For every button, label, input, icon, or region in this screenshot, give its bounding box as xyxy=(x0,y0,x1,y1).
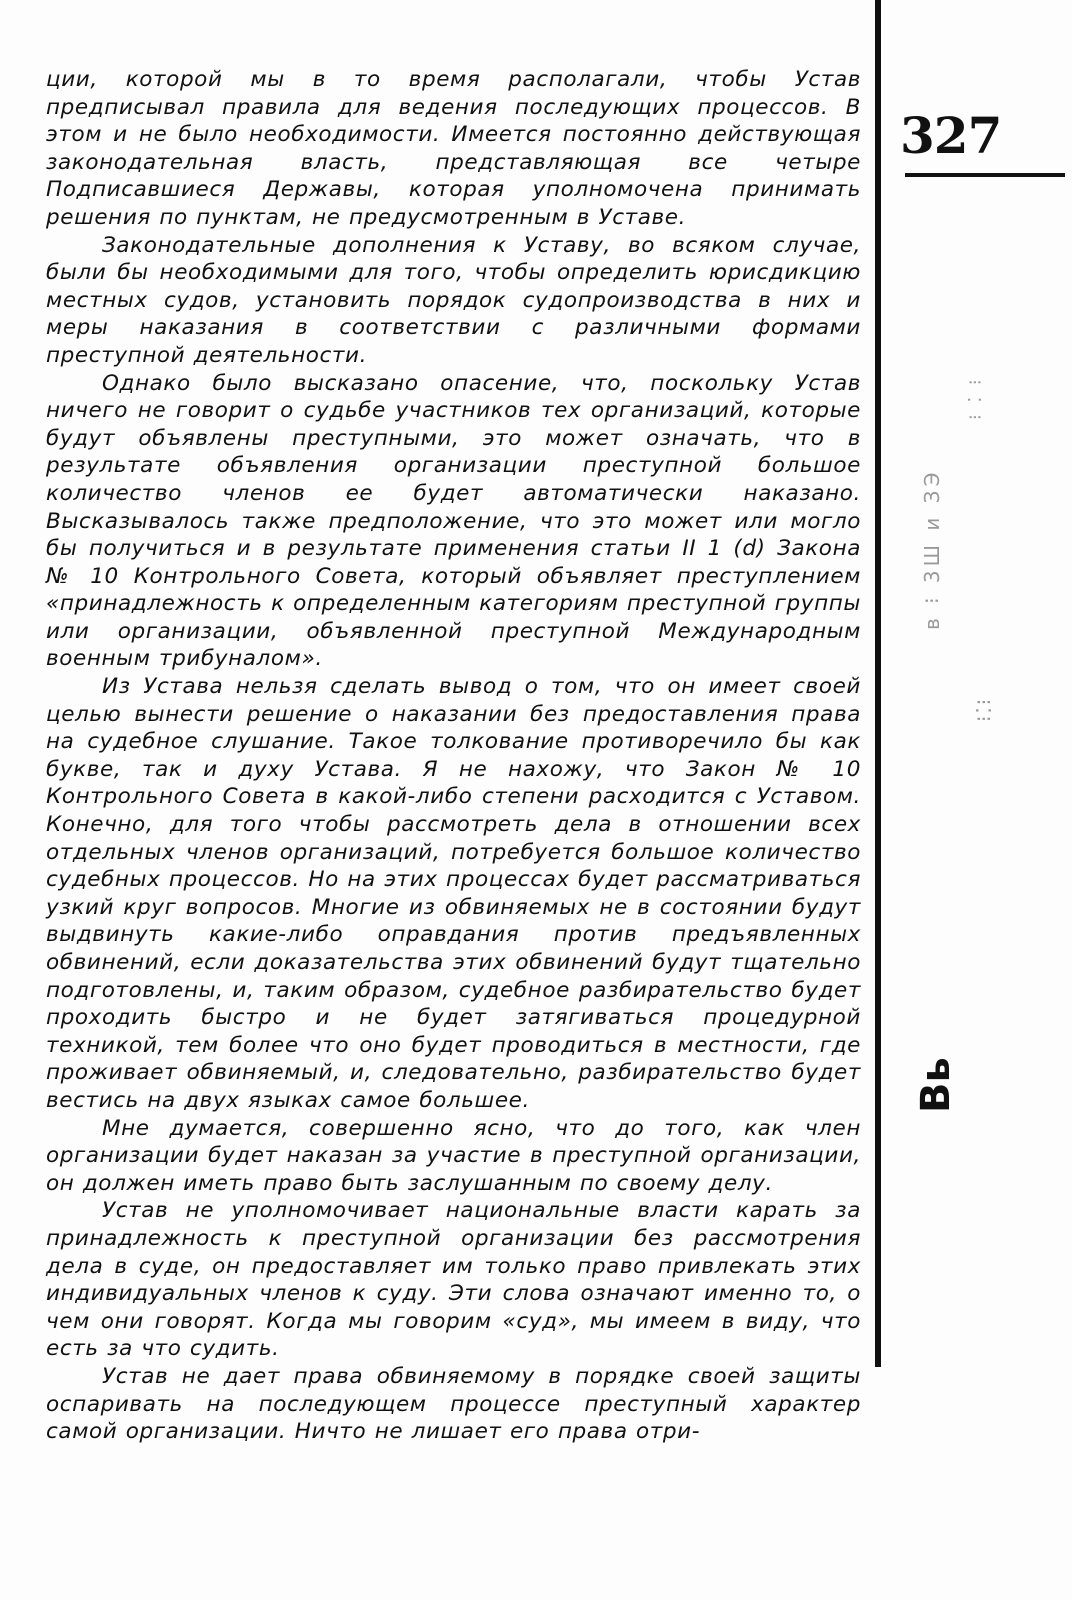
body-text xyxy=(46,66,861,1446)
paragraph: Устав не уполномочивает национальные власти карать за принадлежность к преступной организации без рассмотрения дела в суде, он предоставляет им только право привлекать этих индивидуальных членов к суду. Эти слова означают именно то, о чем они говорят. Когда мы говорим «суд», мы имеем в виду, что есть за что судить. xyxy=(46,1198,861,1362)
margin-fragment-upper: в ⁝ 3Ш и ЗЭ xyxy=(920,468,944,630)
margin-fragment-upper-right: ⁝ ⁚ ⁝ xyxy=(965,376,986,420)
paragraph: Законодательные дополнения к Уставу, во всяком случае, были бы необходимыми для того, чтобы определить юрисдикцию местных судов, установить порядок судопроизводства в них и меры наказания в соответствии с различными формами преступной деятельности. xyxy=(46,232,861,368)
paragraph: Однако было высказано опасение, что, поскольку Устав ничего не говорит о судьбе участников тех организаций, которые будут объявлены преступными, это может означать, что в результате объявления организации преступной большое количество членов ее будет автоматически наказано. Высказывалось также предположение, что это может или могло бы получиться и в результате применения статьи II 1 (d) Закона № 10 Контрольного Совета, который объявляет преступлением «принадлежность к определенным категориям преступной группы или организации, объявленной преступной Международным военным трибуналом». xyxy=(46,370,861,672)
paragraph: Устав не дает права обвиняемому в порядке своей защиты оспаривать на последующем процессе преступный характер самой организации. Ничто не лишает его права отри- xyxy=(46,1363,861,1445)
paragraph: Мне думается, совершенно ясно, что до того, как член организации будет наказан за участие в преступной организации, он должен иметь право быть заслушанным по своему делу. xyxy=(46,1115,861,1196)
page-number: 327 xyxy=(900,106,1002,165)
page-number-underline xyxy=(905,173,1065,177)
margin-fragment-middle: ⁝⁚⁝ xyxy=(972,696,996,722)
paragraph: Из Устава нельзя сделать вывод о том, что он имеет своей целью вынести решение о наказании без предоставления права на судебное слушание. Такое толкование противоречило бы как букве, так и духу Устава. Я не нахожу, что Закон № 10 Контрольного Совета в какой-либо степени расходится с Уставом. Конечно, для того чтобы рассмотреть дела в отношении всех отдельных членов организаций, потребуется большое количество судебных процессов. Но на этих процессах будет рассматриваться узкий круг вопросов. Многие из обвиняемых не в состоянии будут выдвинуть какие-либо оправдания против предъявленных обвинений, если доказательства этих обвинений будут тщательно подготовлены, и, таким образом, судебное разбирательство будет проходить быстро и не будет затягиваться процедурной техникой, тем более что оно будет проводиться в местности, где проживает обвиняемый, и, следовательно, разбирательство будет вестись на двух языках самое большее. xyxy=(46,674,861,1113)
margin-fragment-lower: Вь xyxy=(913,1057,959,1113)
margin-rule-vertical xyxy=(875,0,881,1367)
paragraph: ции, которой мы в то время располагали, чтобы Устав предписывал правила для ведения последующих процессов. В этом и не было необходимости. Имеется постоянно действующая законодательная власть, представляющая все четыре Подписавшиеся Державы, которая уполномочена принимать решения по пунктам, не предусмотренным в Уставе. xyxy=(46,67,861,230)
